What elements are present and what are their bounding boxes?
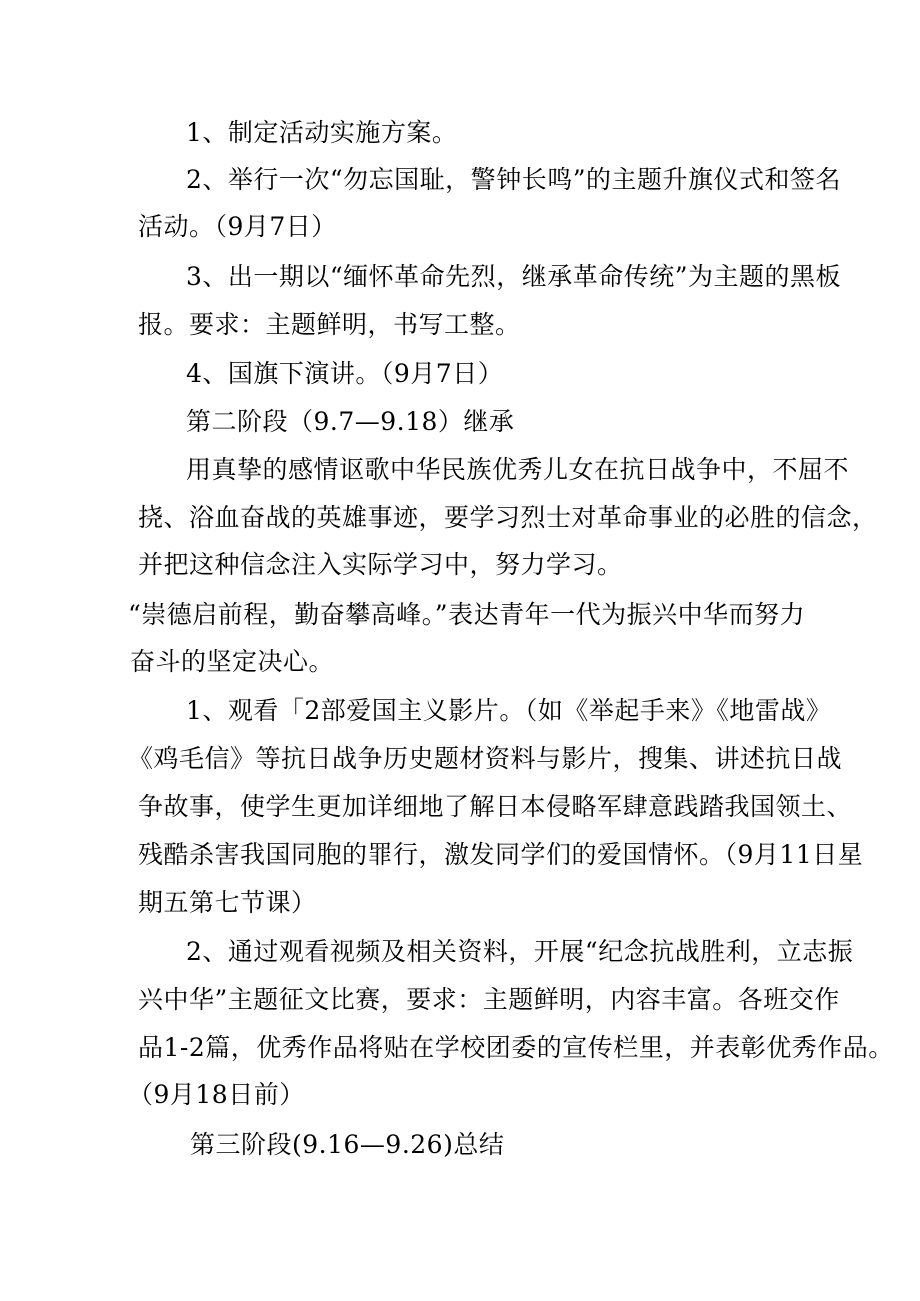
stage-2-item-2-line-3: 品1-2篇，优秀作品将贴在学校团委的宣传栏里，并表彰优秀作品。 (138, 1033, 894, 1062)
motto-line-1: “崇德启前程，勤奋攀高峰。”表达青年一代为振兴中华而努力 (128, 600, 806, 629)
stage-2-item-2-line-2: 兴中华”主题征文比赛，要求：主题鲜明，内容丰富。各班交作 (138, 985, 840, 1014)
stage-2-item-2-line-1: 2、通过观看视频及相关资料，开展“纪念抗战胜利，立志振 (186, 937, 854, 966)
stage-2-item-2-date: （9月18日前） (128, 1080, 305, 1109)
stage-2-paragraph-line-1: 用真挚的感情讴歌中华民族优秀儿女在抗日战争中，不屈不 (186, 455, 850, 484)
stage-2-paragraph-line-2: 挠、浴血奋战的英雄事迹，要学习烈士对革命事业的必胜的信念， (138, 503, 878, 532)
item-2-flag-ceremony: 2、举行一次“勿忘国耻，警钟长鸣”的主题升旗仪式和签名 (186, 165, 841, 194)
item-2-date: 活动。（9月7日） (138, 212, 337, 241)
item-3-requirements: 报。要求：主题鲜明，书写工整。 (138, 310, 521, 339)
stage-2-item-1-line-4: 残酷杀害我国同胞的罪行，激发同学们的爱国情怀。（9月11日星 (138, 840, 864, 869)
stage-2-item-1-line-1: 1、观看「2部爱国主义影片。（如《举起手来》《地雷战》 (186, 696, 832, 725)
motto-line-2: 奋斗的坚定决心。 (130, 647, 335, 676)
item-4-speech: 4、国旗下演讲。（9月7日） (186, 359, 504, 388)
item-3-blackboard: 3、出一期以“缅怀革命先烈，继承革命传统”为主题的黑板 (186, 262, 841, 291)
stage-3-heading: 第三阶段(9.16—9.26)总结 (190, 1130, 505, 1159)
stage-2-item-1-line-5: 期五第七节课） (138, 888, 317, 917)
stage-2-item-1-line-3: 争故事，使学生更加详细地了解日本侵略军肆意践踏我国领土、 (138, 792, 853, 821)
stage-2-paragraph-line-3: 并把这种信念注入实际学习中，努力学习。 (138, 550, 623, 579)
item-1-make-plan: 1、制定活动实施方案。 (186, 118, 458, 147)
stage-2-heading: 第二阶段（9.7—9.18）继承 (186, 407, 515, 436)
stage-2-item-1-line-2: 《鸡毛信》等抗日战争历史题材资料与影片，搜集、讲述抗日战 (128, 744, 843, 773)
